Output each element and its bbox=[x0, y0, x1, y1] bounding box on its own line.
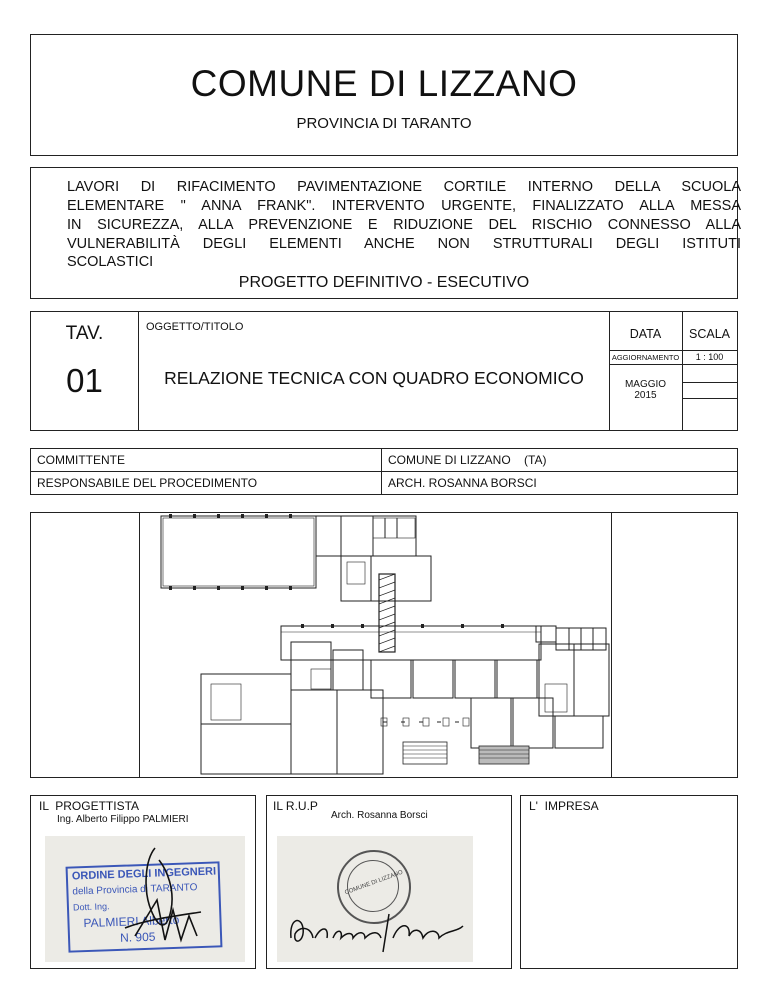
municipal-seal: COMUNE DI LIZZANO bbox=[344, 869, 404, 897]
rup-label: IL R.U.P bbox=[273, 799, 318, 813]
rup-signature bbox=[281, 908, 471, 958]
project-box bbox=[30, 167, 741, 299]
designer-label: IL PROGETTISTA bbox=[39, 799, 140, 813]
scale-label: SCALA bbox=[689, 327, 730, 341]
floor-plan-frame bbox=[30, 512, 738, 778]
scale-value: 1 : 100 bbox=[695, 352, 724, 362]
manager-label: RESPONSABILE DEL PROCEDIMENTO bbox=[37, 476, 258, 490]
project-description bbox=[67, 178, 741, 254]
parties-table bbox=[30, 448, 738, 495]
date-month: MAGGIO bbox=[624, 379, 667, 390]
company-label: L' IMPRESA bbox=[529, 799, 599, 813]
province-subtitle: PROVINCIA DI TARANTO bbox=[296, 115, 472, 132]
project-phase: PROGETTO DEFINITIVO - ESECUTIVO bbox=[238, 274, 530, 291]
manager-value: ARCH. ROSANNA BORSCI bbox=[388, 476, 537, 490]
update-label: AGGIORNAMENTO bbox=[611, 353, 680, 362]
title-block bbox=[30, 311, 738, 431]
designer-signature bbox=[115, 840, 205, 950]
stamp-line: N. 905 bbox=[119, 929, 156, 945]
subject-title: RELAZIONE TECNICA CON QUADRO ECONOMICO bbox=[164, 368, 584, 388]
description-line: ELEMENTARE " ANNA FRANK". INTERVENTO URGENTE, FINALIZZATO ALLA MESSA bbox=[67, 198, 741, 214]
description-line: LAVORI DI RIFACIMENTO PAVIMENTAZIONE CORTILE INTERNO DELLA SCUOLA bbox=[67, 179, 741, 195]
floor-plan-drawing bbox=[141, 514, 611, 776]
description-line: SCOLASTICI bbox=[67, 254, 154, 270]
tav-number: 01 bbox=[66, 362, 103, 399]
stamp-line: della Provincia di TARANTO bbox=[72, 882, 198, 898]
subject-label: OGGETTO/TITOLO bbox=[146, 321, 244, 333]
tav-label: TAV. bbox=[65, 323, 104, 344]
rup-stamp-area bbox=[277, 836, 473, 962]
designer-name: Ing. Alberto Filippo PALMIERI bbox=[57, 814, 189, 825]
municipality-title: COMUNE DI LIZZANO bbox=[190, 63, 578, 104]
description-line: VULNERABILITÀ DEGLI ELEMENTI ANCHE NON STRUTTURALI DEGLI ISTITUTI bbox=[67, 236, 741, 252]
rup-box bbox=[266, 795, 512, 969]
engineer-stamp bbox=[45, 836, 245, 962]
client-label: COMMITTENTE bbox=[37, 453, 125, 467]
client-value: COMUNE DI LIZZANO (TA) bbox=[388, 453, 547, 467]
stamp-line: PALMIERI Alberto bbox=[83, 912, 180, 931]
stamp-line: Dott. Ing. bbox=[72, 901, 110, 913]
date-year: 2015 bbox=[634, 390, 657, 401]
company-box bbox=[520, 795, 738, 969]
description-line: IN SICUREZZA, ALLA PREVENZIONE E RIDUZIONE DEL RISCHIO CONNESSO ALLA bbox=[67, 217, 741, 233]
header-box bbox=[30, 34, 738, 156]
stamp-line: ORDINE DEGLI INGEGNERI bbox=[71, 865, 217, 883]
date-label: DATA bbox=[629, 327, 662, 341]
rup-name: Arch. Rosanna Borsci bbox=[331, 810, 428, 821]
designer-box bbox=[30, 795, 256, 969]
